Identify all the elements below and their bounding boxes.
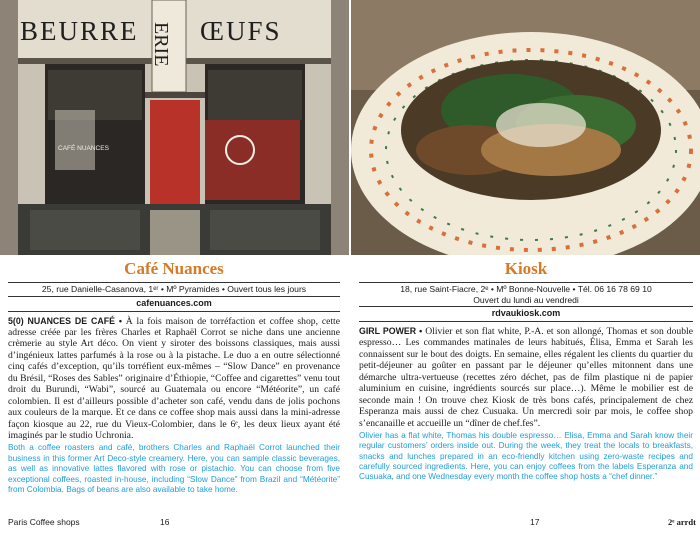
article-body-english: Both a coffee roasters and café, brothers Charles and Raphaël Corrot launched their business in this former Art Deco-style creamery. Here, you can sample classic beverages, as well as innovative lattes flavored with rose or pistachio. You can choose from five exceptional coffees, roasted in-house, including “Slow Dance” from Brazil and “Météorite” from Colombia. Bags of beans are also available to take home. [8,443,340,494]
article-lead: 5(0) NUANCES DE CAFÉ • [8,315,122,326]
svg-text:ŒUFS: ŒUFS [200,16,282,46]
right-article [359,258,693,483]
venue-hours: Ouvert du lundi au vendredi [473,294,579,305]
svg-text:ERIE: ERIE [150,22,172,67]
article-body-french [359,326,693,429]
book-title: Paris Coffee shops [8,517,80,527]
venue-address [359,282,693,307]
venue-website[interactable]: cafenuances.com [8,297,340,312]
article-body-french [8,316,340,442]
article-lead: GIRL POWER • [359,326,423,336]
venue-title: Café Nuances [124,259,224,278]
venue-title: Kiosk [504,259,548,278]
venue-address-line: 18, rue Saint-Fiacre, 2ᵉ • Mº Bonne-Nouvelle • Tél. 06 16 78 69 10 [400,284,652,294]
article-text-french: À la fois maison de torréfaction et coffee shop, cette adresse créée par les frères Charles et Raphaël Corrot se niche dans une ancienne crèmerie au style Art déco. On vient y siroter des boissons classiques, mais aussi d’ingénieux lattes parfumés à la rose ou à la pistache. Le duo a en outre sélectionné cinq cafés d’exception, qu’ils torréfient eux-mêmes – “Slow Dance” en provenance du Brésil, “Roses des Sables” originaire d’Éthiopie, “Coffee and cigarettes” venu tout droit du Burundi, “Wabi”, sourcé au Guatemala ou encore “Météorite”, un café colombien. Il est d’ailleurs possible d’acheter son café, vendu dans de jolis pochons aux couleurs de la marque. Et ce dans ce coffee shop mais aussi dans la mini-adresse façon kiosque au 22, rue du Vieux-Colombier, dans le 6ᵉ, les deux lieux ayant été imaginés par le studio Uchronia. [8,315,340,442]
svg-text:BEURRE: BEURRE [20,16,139,46]
dish-photo [351,0,700,255]
article-body-english: Olivier has a flat white, Thomas his double espresso… Elisa, Emma and Sarah know their regular customers’ orders inside out. During the week, they treat the locals to breakfasts, snacks and lunches prepared in an eco-friendly kitchen using zero-waste recipes and carefully sourced ingredients. Here, you can enjoy coffees from the labels Esperanza and Cusuaka, and one Wednesday every month the coffee shop hosts a “chef dinner.” [359,431,693,482]
venue-website[interactable]: rdvaukiosk.com [359,307,693,322]
svg-text:CAFÉ NUANCES: CAFÉ NUANCES [58,145,109,152]
left-article [8,258,340,495]
storefront-photo [0,0,349,255]
article-text-french: Olivier et son flat white, P.-A. et son allongé, Thomas et son double espresso… Les commandes matinales de leurs habitués, Élisa, Emma et Sarah les connaissent sur le bout des doigts. En semaine, elles régalent les clients du quartier du petit-déjeuner au goûter en passant par le déjeuner qu’elles mitonnent dans une démarche ultra-vertueuse (recettes zéro déchet, pas de film plastique ni de papier aluminium en cuisine, ingrédients sourcés sur place…). Même le mobilier est de seconde main ! On trouve chez Kiosk de très bons cafés, principalement de chez Esperanza mais aussi de chez Cusuaka. Un mercredi soir par mois, le coffee shop s’encanaille et accueille un “dîner de chef.fes”. [359,326,693,429]
venue-address: 25, rue Danielle-Casanova, 1ᵉʳ • Mº Pyramides • Ouvert tous les jours [8,282,340,297]
arrondissement-label: 2ᵉ arrdt [668,517,696,527]
page-number-right: 17 [530,517,540,527]
page-number-left: 16 [160,517,170,527]
